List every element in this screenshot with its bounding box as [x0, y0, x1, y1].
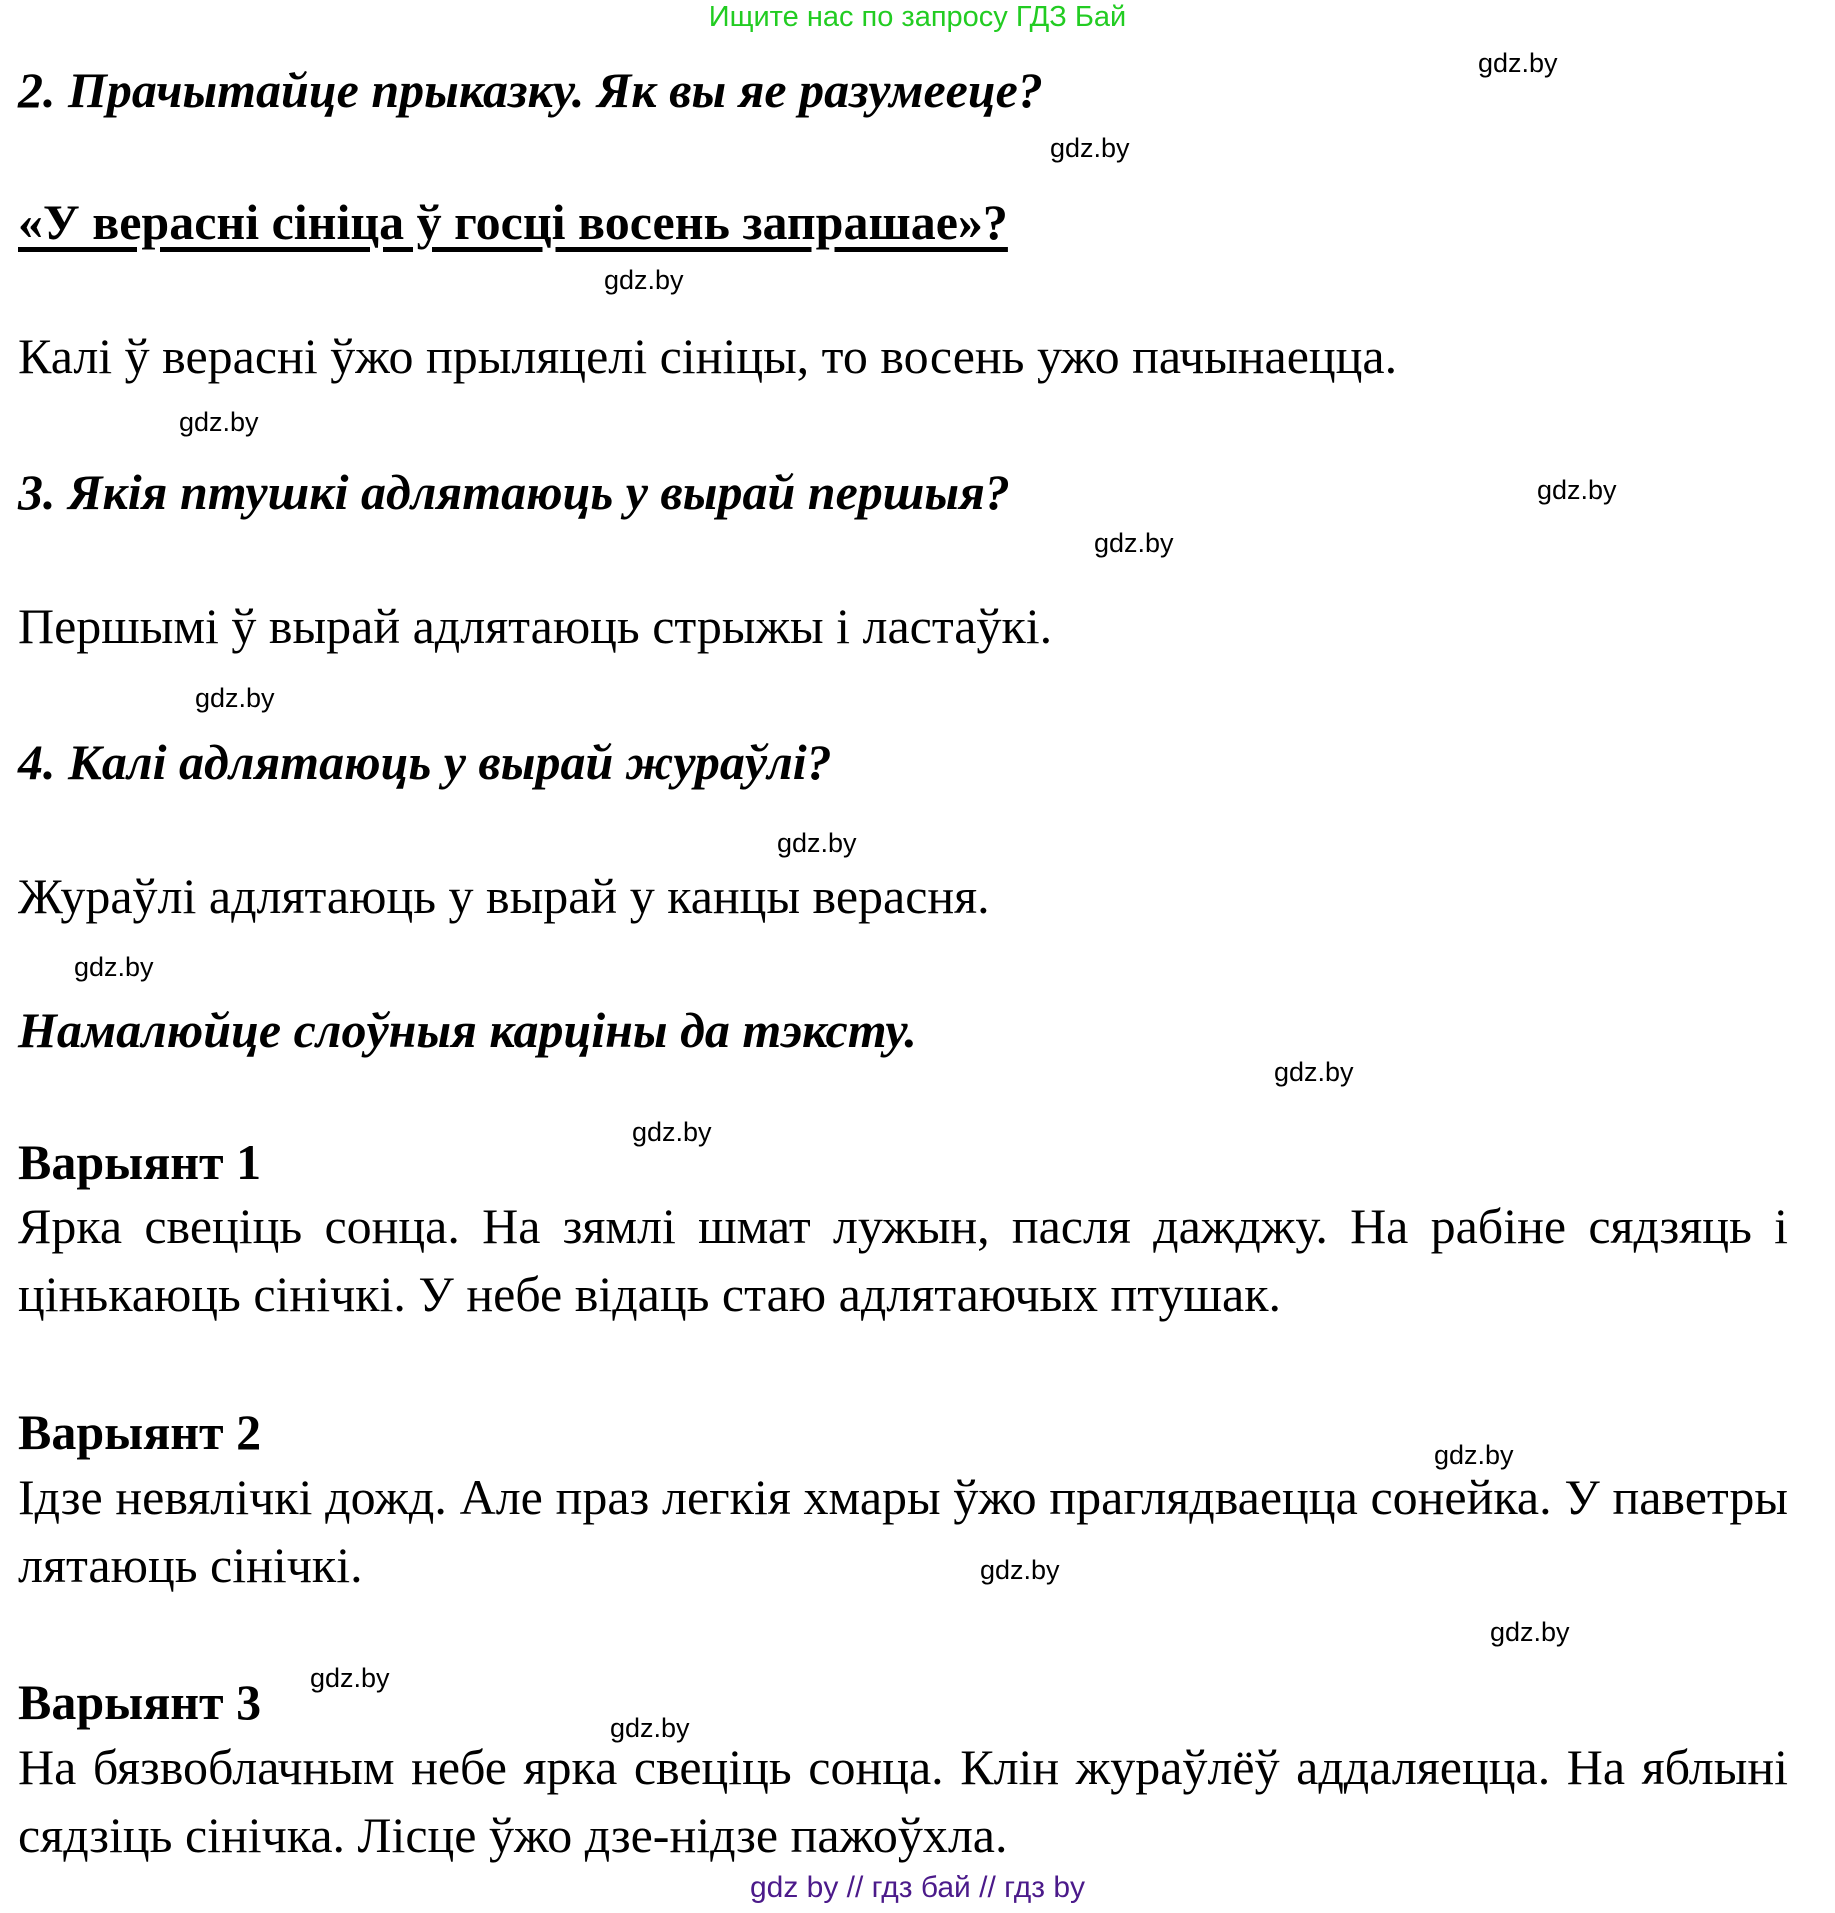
watermark: gdz.by: [1490, 1617, 1570, 1647]
watermark: gdz.by: [610, 1713, 690, 1743]
watermark: gdz.by: [1478, 48, 1558, 78]
watermark: gdz.by: [179, 407, 259, 437]
watermark: gdz.by: [604, 265, 684, 295]
watermark: gdz.by: [1094, 528, 1174, 558]
task-3-question: 3. Якія птушкі адлятаюць у вырай першыя?: [18, 464, 1010, 520]
task-4-question: 4. Калі адлятаюць у вырай жураўлі?: [18, 734, 832, 790]
drawing-task-heading: Намалюйце слоўныя карціны да тэксту.: [18, 1002, 917, 1058]
search-banner: Ищите нас по запросу ГДЗ Бай: [708, 1, 1127, 33]
variant-2-title: Варыянт 2: [18, 1404, 262, 1460]
task-4-answer: Жураўлі адлятаюць у вырай у канцы верасня.: [18, 868, 990, 924]
watermark: gdz.by: [632, 1117, 712, 1147]
watermark: gdz.by: [1434, 1440, 1514, 1470]
variant-1-title: Варыянт 1: [18, 1134, 262, 1190]
watermark: gdz.by: [1274, 1057, 1354, 1087]
watermark: gdz.by: [310, 1663, 390, 1693]
watermark: gdz.by: [777, 828, 857, 858]
footer-links: gdz by // гдз бай // гдз by: [749, 1871, 1086, 1904]
variant-2-text: Ідзе невялічкі дожд. Але праз легкія хмары ўжо праглядваецца сонейка. У паветры лятаюць сінічкі.: [18, 1469, 1788, 1593]
watermark: gdz.by: [195, 683, 275, 713]
task-2-proverb: «У верасні сініца ў госці восень запрашае»?: [18, 194, 1008, 250]
watermark: gdz.by: [74, 952, 154, 982]
watermark: gdz.by: [1537, 475, 1617, 505]
watermark: gdz.by: [1050, 133, 1130, 163]
variant-3-title: Варыянт 3: [18, 1674, 262, 1730]
variant-3-text: На бязвоблачным небе ярка свеціць сонца. Клін жураўлёў аддаляецца. На яблыні сядзіць сінічка. Лісце ўжо дзе-нідзе пажоўхла.: [18, 1739, 1788, 1863]
task-2-answer: Калі ў верасні ўжо прыляцелі сініцы, то восень ужо пачынаецца.: [18, 328, 1398, 384]
variant-1-text: Ярка свеціць сонца. На зямлі шмат лужын, пасля дажджу. На рабіне сядзяць і цінькаюць сінічкі. У небе відаць стаю адлятаючых птушак.: [18, 1198, 1788, 1322]
task-2-question: 2. Прачытайце прыказку. Як вы яе разумееце?: [18, 62, 1043, 118]
task-3-answer: Першымі ў вырай адлятаюць стрыжы і ластаўкі.: [18, 598, 1053, 654]
watermark: gdz.by: [980, 1555, 1060, 1585]
